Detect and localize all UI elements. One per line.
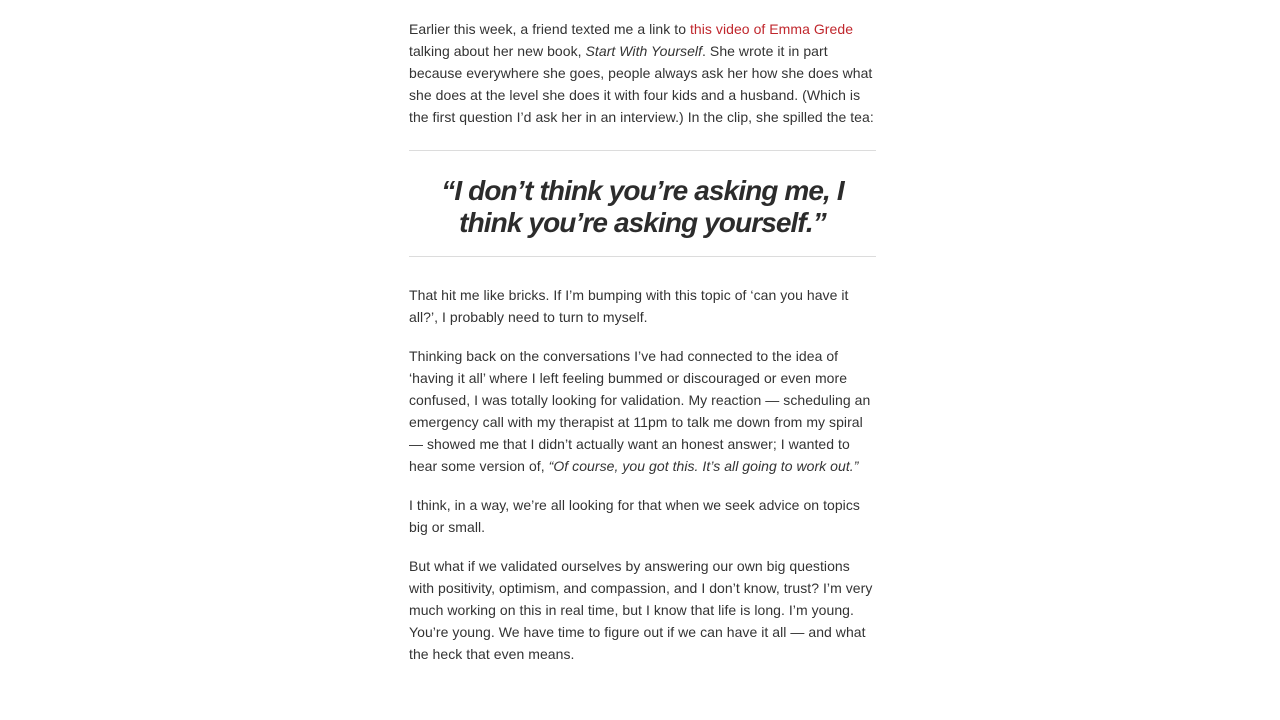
intro-text-rest: . She wrote it in part because everywhere she goes, people always ask her how she does what she does at the level she does it with four kids and a husband. (Which is the first question I’d ask her in an interview.) In the clip, she spilled the tea: <box>409 43 874 125</box>
validation-text: Thinking back on the conversations I’ve had connected to the idea of ‘having it all’ where I left feeling bummed or discouraged or even more confused, I was totally looking for validation. My reaction — scheduling an emergency call with my therapist at 11pm to talk me down from my spiral — showed me that I didn’t actually want an honest answer; I wanted to hear some version of, <box>409 348 871 474</box>
intro-text-cont: talking about her new book, <box>409 43 586 59</box>
emma-grede-video-link[interactable]: this video of Emma Grede <box>689 21 854 37</box>
pullquote-top-divider <box>409 150 876 151</box>
pullquote: “I don’t think you’re asking me, I think you’re asking yourself.” <box>441 175 844 238</box>
validation-quote: “Of course, you got this. It’s all going to work out.” <box>548 458 859 474</box>
paragraph-validation <box>409 345 876 477</box>
paragraph-intro <box>409 18 876 128</box>
article-body <box>409 18 876 682</box>
paragraph-conclusion: But what if we validated ourselves by answering our own big questions with positivity, optimism, and compassion, and I don’t know, trust? I’m very much working on this in real time, but I know that life is long. I’m young. You’re young. We have time to figure out if we can have it all — and what the heck that even means. <box>409 558 873 662</box>
intro-text: Earlier this week, a friend texted me a link to <box>409 21 690 37</box>
book-title: Start With Yourself <box>585 43 703 59</box>
paragraph-bricks: That hit me like bricks. If I’m bumping with this topic of ‘can you have it all?’, I probably need to turn to myself. <box>409 287 849 325</box>
paragraph-advice: I think, in a way, we’re all looking for that when we seek advice on topics big or small. <box>409 497 860 535</box>
pullquote-bottom-divider <box>409 256 876 257</box>
